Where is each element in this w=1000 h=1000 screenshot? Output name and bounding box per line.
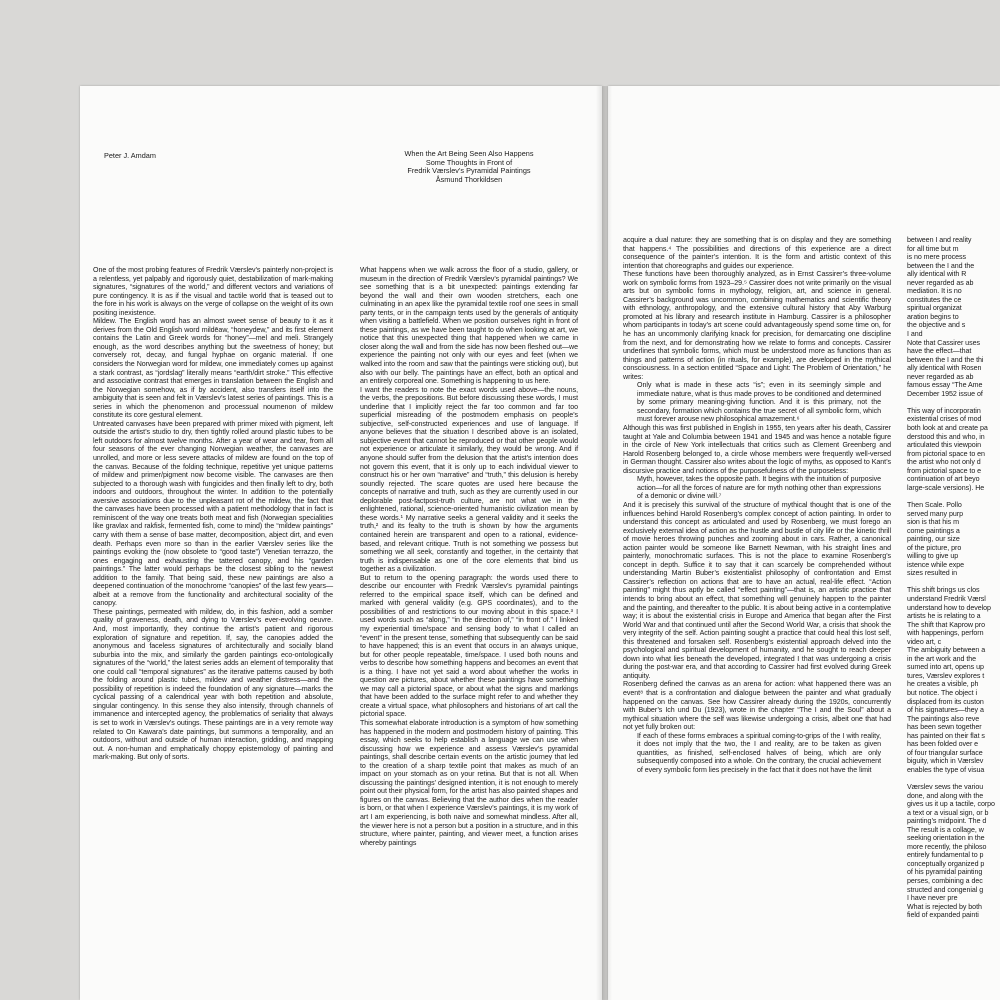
cropped-line: with happenings, perforn (907, 629, 984, 638)
cropped-line: willing to give up (907, 552, 959, 561)
block-quote: If each of these forms embraces a spiritual coming-to-grips of the I with reality, it does not imply that the two, the I and reality, are to be taken as given quantities, as finished, self-enclosed halves of being, which are only subsequently composed into a whole. On the contrary, the crucial achievement of every symbolic form lies precisely in the fact that it does not have the limit (637, 731, 881, 774)
title-line: Some Thoughts in Front of (425, 157, 513, 167)
cropped-line: entirely fundamental to p (907, 851, 984, 860)
cropped-line: derstood this and who, in (907, 432, 985, 441)
cropped-line: served many purp (907, 509, 963, 518)
cropped-line: enables the type of visua (907, 765, 985, 774)
paragraph: I want the readers to note the exact words used above—the nouns, the verbs, the prepositions. But before discussing these words, I must underline that I implicitly reject the far too common and far too superficial misreading of the postmodern emphasis on people’s subjective, self-constructed experiences and use of language. If anyone believes that the situation I described above is an isolated, subjective event that cannot be reproduced or that other people would not experience or articulate it similarly, they would be wrong. And if anyone should suffer from the delusion that the artist’s intention does not govern this event, that it is only up to each individual viewer to construct his or her own “narrative” and “truth,” this delusion is hereby soundly rejected. The scare quotes are used here because the concepts of narrative and truth, such as they are currently used in our deplorable post-factpost-truth culture, are not what we in the enlightened, rational, science-oriented humanistic civilization mean by these words.¹ My narrative seeks a general validity and it seeks the truth,² and its fealty to the truth is shown by how the arguments contained herein are transparent and open to a rational, evidence-based, and relevant critique. Truth is not something we possess but something we all seek, constantly and together, in the certainty that truth is indispensable as one of the core elements that bind us together as a civilization. (360, 385, 578, 574)
book-gutter (596, 86, 612, 1000)
cropped-line: tures, Værslev explores t (907, 671, 985, 680)
cropped-line: sion is that his m (907, 518, 959, 527)
cropped-line: both look at and create pa (907, 424, 988, 433)
cropped-line: have the effect—that (907, 347, 972, 356)
cropped-line: of four triangular surface (907, 748, 983, 757)
cropped-line: has been folded over e (907, 740, 979, 749)
cropped-line: large-scale versions). He (907, 483, 985, 492)
cropped-line: done, and along with the (907, 791, 984, 800)
cropped-line: understand Fredrik Værsl (907, 594, 986, 603)
cropped-line (907, 492, 1000, 501)
cropped-line: This way of incorporatin (907, 406, 981, 415)
cropped-line: The shift that Kaprow pro (907, 620, 986, 629)
cropped-line: What is rejected by both (907, 902, 982, 911)
cropped-line: more recently, the philoso (907, 842, 987, 851)
paragraph: These paintings, permeated with mildew, do, in this fashion, add a somber quality of graveness, death, and dying to Værslev’s ever-evolving oeuvre. And, most importantly, they continue the artist’s patient and rigorous exploration of signature and repetition. If, say, the canopies added the anonymous and faceless signatures of architecturally and socially bland suburbia into the mix, and similarly the garden paintings eco-ontologically signatures of the “world,” the latest series adds an element of temporality that one could call “temporal signatures” as the iterative patterns caused by both the folding around plastic tubes, mildew and weather distress—and the possibility of repetition is indeed the foundation of any signature—marks the cyclical passing of a calendrical year with both repetition and absolute, singular contingency. In this sense they also intensify, through channels of immanence and intercepted agency, the problematics of seriality that always is set to work in Værslev’s outings. These paintings are in a very remote way related to On Kawara’s date paintings, but summons a temporality, and an outdoors, without and outside of human interaction, gridding, and mapping out. A non-human and emphatically choppy epistemology of painting and mark-making. But only of sorts. (93, 607, 333, 762)
cropped-line: painting’s midpoint. The d (907, 817, 987, 826)
paragraph: Mildew. The English word has an almost sweet sense of beauty to it as it derives from the Old English word mildēaw, “honeydew,” and its first element contains the Latin and Greek words for “honey”—mel and meli. Strangely enough, as the word describes anything but the sweetness of honey; but conversely rot, decay, and fungal hyphae on organic material. If one considers the Norwegian word for mildew, one immediately comes up against a stark contrast, as “jordslag” literally means “earth/dirt stroke.” This effective and associative contrast that emerges in translation between the English and the Norwegian somehow, as if by accident, also transfers itself into the ambiguity that is seen and felt in Værslev’s latest series of paintings. This is a series in which the phenomenon and processual noumenon of mildew constitute its core gestural element. (93, 317, 333, 420)
cropped-line: existential crises of mod (907, 415, 982, 424)
paragraph: acquire a dual nature: they are something that is on display and they are something that happens.⁴ The possibilities and directions of this experience are a direct consequence of the painter’s intention. It is the form and artistic context of this intention that choreographs and guides our experience. (623, 236, 891, 270)
cropped-line: between the I and the (907, 261, 975, 270)
text-column-2 (360, 266, 578, 847)
cropped-line: famous essay “The Ame (907, 381, 983, 390)
cropped-line: of his signatures—they a (907, 706, 984, 715)
cropped-line: The paintings also reve (907, 714, 980, 723)
cropped-line (907, 578, 1000, 587)
cropped-line: perses, combining a dec (907, 877, 983, 886)
cropped-line: field of expanded painti (907, 911, 979, 920)
block-quote: Only what is made in these acts “is”; even in its seemingly simple and immediate nature, what is thus made proves to be conditioned and determined by some primary meaning-giving function. And it is this primary, not the secondary, formation which contains the true secret of all symbolic form, which must forever arouse new philosophical amazement.⁶ (637, 381, 881, 424)
cropped-line: spiritual organizat (907, 304, 962, 313)
cropped-line: continuation of art beyo (907, 475, 980, 484)
cropped-line: between I and reality (907, 236, 972, 244)
essay-title (360, 150, 578, 184)
cropped-line: displaced from its custon (907, 697, 984, 706)
cropped-line (907, 774, 1000, 783)
cropped-line: of the picture, pro (907, 543, 962, 552)
cropped-line: seeking orientation in the (907, 834, 985, 843)
cropped-line: artists he is relating to a (907, 612, 981, 621)
cropped-line: I and (907, 330, 923, 339)
cropped-line: biguity, which in Værslev (907, 757, 984, 766)
cropped-line: the artist who not only d (907, 458, 981, 467)
cropped-line (907, 398, 1000, 407)
paragraph: Untreated canvases have been prepared with primer mixed with pigment, left outside the artist’s studio to dry, then tightly rolled around plastic tubes to be left outdoors for almost twelve months. After a year of wear and tear, from all four seasons of the ever changing Norwegian weather, the canvases are unrolled, and more or less severe attacks of mildew are found on the top of the canvas. Because of the folding technique, repetitive yet unique patterns of mildew and primer/pigment now become visible. The canvases are then subjected to a thorough wash with fungicides and then finally left to dry, both indoors and outdoors, throughout the winter. In addition to the potentially aversive associations due to the unpleasant rot of the mildew, the fact that the canvases have been processed with a patient methodology that in fact is reminiscent of the way one treats both meat and fish (Norwegian specialities like gravlax and rakfisk, fermented fish, come to mind) the “mildew paintings” carry with them a sense of base matter, decomposition, abject dirt, and even death. Perhaps even more so than in the earlier Værslev series like the paintings evoking the (now obsolete to “good taste”) Venetian terrazzo, the ones engaging and exhausting the tattered canopy, and his “garden paintings.” The latter would perhaps be the closest sibling to the newest addition to the family. That being said, these new paintings are also a deepened continuation of the monochrome “canopies” of the last few years—albeit at a remove from the functionality and architectural sociality of the canopy. (93, 419, 333, 608)
cropped-line: ally identical with R (907, 270, 967, 279)
cropped-line: has painted on their flat s (907, 731, 985, 740)
cropped-line: video art, c (907, 637, 942, 646)
title-line: Fredrik Værslev’s Pyramidal Paintings (407, 166, 531, 176)
cropped-line: articulated this viewpoin (907, 441, 982, 450)
cropped-line: This shift brings us clos (907, 586, 980, 595)
cropped-line: istence while expe (907, 560, 965, 569)
cropped-line: The ambiguity between a (907, 646, 986, 655)
cropped-line: gives us it up a tactile, corpo (907, 800, 995, 809)
cropped-line: structed and congenial g (907, 885, 984, 894)
cropped-line: mediation. It is no (907, 287, 962, 296)
cropped-line: aration begins to (907, 312, 959, 321)
cropped-line: a text or a visual sign, or b (907, 808, 989, 817)
cropped-line: for all time but m (907, 244, 959, 253)
title-author: Åsmund Thorkildsen (435, 174, 503, 184)
paragraph: What happens when we walk across the floor of a studio, gallery, or museum in the direction of Fredrik Værslev’s pyramidal paintings? We see something that is a bit unexpected: paintings extending far beyond the wall and their own wooden stretchers, each one culminating in an apex like the pyramidal textile roof one sees in small party tents, or in the campaign tents used by the generals of antiquity when visiting a battlefield. When we position ourselves right in front of these paintings, as we have been taught to do when looking at art, we notice that this unexpected thing that happened when we came in closer along the wall and from the side has now been fleshed out—we experience the painting not only with our eyes and feet (when we walked into the room and saw that the paintings were sticking out), but also with our belly. The paintings have an effect, both an optical and an entirely corporeal one. Something is happening to us here. (360, 266, 578, 386)
paragraph: These functions have been thoroughly analyzed, as in Ernst Cassirer’s three-volume work on symbolic forms from 1923–29.⁵ Cassirer does not write primarily on the visual arts but on symbolic forms in mythology, religion, art, and science in general. Cassirer’s background was uncommon, combining mathematics and scientific theory with ethnology, anthropology, and the extensive cultural history that Aby Warburg promoted at his library and research institute in Hamburg. Cassirer is a philosopher whom participants in today’s art scene could advantageously spend some time on, for he has an uncommonly clarifying knack for precision, for demarcating one discipline from the next, and for demonstrating how we relate to forms and concepts. Cassirer underlines that symbolic forms, which must be understood more as functions than as things and patterns of action (in rituals, for example), are developed in the mythical consciousness. In a section entitled “Space and Light: The Problem of Orientation,” he writes: (623, 270, 891, 381)
cropped-line: sizes resulted in (907, 569, 958, 578)
text-column-4-cropped (907, 236, 1000, 920)
cropped-line: is no mere process (907, 253, 967, 262)
cropped-line: conceptually organized p (907, 859, 985, 868)
cropped-line: Then Scale. Pollo (907, 500, 962, 509)
text-column-1 (93, 266, 333, 762)
cropped-line: from pictorial space to en (907, 449, 985, 458)
cropped-line: he creates a visible, ph (907, 680, 979, 689)
paragraph: One of the most probing features of Fredrik Værslev’s painterly non-project is a relentless, yet palpably and rigorously quiet, destabilization of mark-making signatures, “signatures of the world,” and different vectors and variations of pure contingency. It is as if the visual and tactile world that is teased out to the fore in his work is always on the verge of collapse on the weight of its own positing inexistence. (93, 266, 333, 317)
paragraph: But to return to the opening paragraph: the words used there to describe our encounter with Fredrik Værslev’s pyramidal paintings referred to the empirical space itself, which can be defined and marked with general validity (e.g. GPS coordinates), and to the possibilities of and restrictions to our moving about in this space.³ I used words such as “along,” “in the direction of,” “in front of.” I linked my experiential time/space and sensing body to what I called an “event” in the present tense, something that subsequently can be said to have happened; this is an event that occurs in an always unique, but for other people repeatable, time/space. I used both nouns and verbs to describe how something happens and becomes an event that is a thing. I have not yet said a word about whether the works in question are pictures, about whether these paintings have something we may call a pictorial space, or about what the signs and markings that have been added to the surface might refer to and whether they create a virtual space, what philosophers and historians of art call the pictorial space. (360, 573, 578, 719)
cropped-line: never regarded as ab (907, 372, 974, 381)
cropped-line: has been sewn together (907, 723, 982, 732)
cropped-line: Note that Cassirer uses (907, 338, 980, 347)
cropped-line: painting, our size (907, 535, 960, 544)
cropped-line: the objective and s (907, 321, 966, 330)
cropped-line: but notice. The object i (907, 688, 978, 697)
title-line: When the Art Being Seen Also Happens (404, 149, 534, 158)
cropped-line: come paintings a (907, 526, 960, 535)
paragraph: Although this was first published in English in 1955, ten years after his death, Cassirer taught at Yale and Columbia between 1941 and 1945 and was hence a notable figure in the circle of New York intellectuals that critics such as Clement Greenberg and Harold Rosenberg belonged to, a circle whose members were frequently well-versed in German thought. Cassirer also writes about the logic of myths, as opposed to Kant’s discursive practice and notions of the purposefulness of the purposeless: (623, 424, 891, 475)
cropped-line: sumed into art, opens up (907, 663, 984, 672)
cropped-line: in the art work and the (907, 654, 977, 663)
cropped-line: between the I and the thi (907, 355, 984, 364)
text-column-3 (623, 236, 891, 774)
paragraph: This somewhat elaborate introduction is a symptom of how something has happened in the modern and postmodern history of painting. This essay, which seeks to help establish a language we can use when discussing how we experience and assess Værslev’s pyramidal paintings, shall describe certain events on the artistic journey that led to the creation of a sharp textile point that makes as much of an impact on your stomach as on your retina. But that is not all. When discussing the paintings’ designed intention, it is not enough to merely point out their physical form, for the artist has also painted shapes and figures on the canvas. Believing that the author dies when the reader is born, or that when I experience Værslev’s paintings, it is my work of art I am experiencing, is both naive and somewhat mindless. After all, the viewer here is not a person but a position in a structure, and in this structure, where painter, painting, and viewer meet, a function arises whereby paintings (360, 718, 578, 847)
cropped-line: of his pyramidal painting (907, 868, 983, 877)
author-name: Peter J. Amdam (104, 151, 156, 160)
paragraph: And it is precisely this survival of the structure of mythical thought that is one of the influences behind Harold Rosenberg’s complex concept of action painting. In order to understand this concept as articulated and used by Rosenberg, we must forego an exclusively external idea of action as the hustle and bustle of city life or the kinetic thrill of movie heroes throwing punches and zooming about in cars. Rather, a canonical action painter would be someone like Barnett Newman, with his straight lines and painterly, monochromatic surfaces. This is not the place to examine Rosenberg’s concept in depth. Suffice it to say that it can scarcely be comprehended without understanding Martin Buber’s existentialist philosophy of confrontation and Ernst Cassirer’s reflection on actions that are to have an actual, real-life effect. “Action painting” might thus aptly be called “effect painting”—that is, an artistic practice that intends to bring about an effect, that something will genuinely happen to the painter and the painting, and thereafter to the public. It is about being active in a contemplative way; it is about the existential crisis in Europe and America that began after the First World War and that continued until after the Second World War, a crisis that shook the very integrity of the self. Action painting sought a practice that could heal this lost self, this threatened and forsaken self. Rosenberg’s existential approach delved into the psychological and spiritual development of humanity, and he sought to reach deeper down into what lies beneath the developed, integrated I that was undergoing a crisis during the post-war era, and that according to Cassirer had first evolved during Greek antiquity. (623, 500, 891, 680)
cropped-line: never regarded as ab (907, 278, 974, 287)
cropped-line: understand how to develop (907, 603, 991, 612)
cropped-line: The result is a collage, w (907, 825, 984, 834)
cropped-line: ally identical with Rosen (907, 364, 982, 373)
cropped-line: constitutes the ce (907, 295, 962, 304)
cropped-line: I have never pre (907, 894, 958, 903)
cropped-line: Værslev sews the variou (907, 783, 984, 791)
paragraph: Rosenberg defined the canvas as an arena for action: what happened there was an event⁸ that is a confrontation and dialogue between the painter and what gradually happened on the canvas. See how Cassirer already during the 1920s, concurrently with Buber’s Ich und Du (1923), wrote in the chapter “The I and the Soul” about a mythical situation where the self was likewise undergoing a crisis, albeit one that had not yet fully broken out: (623, 680, 891, 732)
block-quote: Myth, however, takes the opposite path. It begins with the intuition of purposive action—for all the forces of nature are for myth nothing other than expressions of a demonic or divine will.⁷ (637, 475, 881, 501)
cropped-line: December 1952 issue of (907, 389, 983, 398)
cropped-line: from pictorial space to e (907, 466, 982, 475)
